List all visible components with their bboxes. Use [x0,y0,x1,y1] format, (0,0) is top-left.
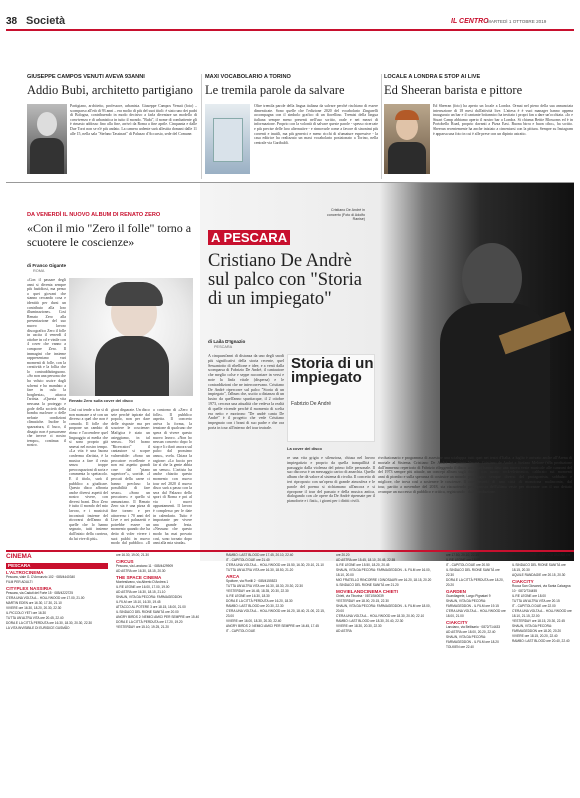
showtime-entry: TUTTA UN'ALTRA VITA ore 20.45, 22.40 [6,616,64,620]
article-col-1: «Con il passare degli anni si diventa sempre più fastidiosi, ma penso a quei giovani che stanno cercando cosa e identità per darsi un contributo alla loro illuminazione». Così Renato Zero alla presentazione del suo nuovo lavoro discografico Zero il folle in uscita il venerdì 4 ottobre in cd e vinile con 4 cover che vanno a comporre Zero. Il immagini che insieme rappresentano vari momenti di folle, con la creatività e la follia che lo contraddistinguono. «So non una persona che ha voluto uscire dagli schemi e ho mandato a fare in culo la borghesia», attacca l'artista. «Questa vita nessuna la proteggo e gode della società della bomba nucleare o delle nefaste condizioni climatiche. Inoltre lo spazzatura, il buco, il disagio non è passarsene che invece ci nostro tempo», continua il nostro. [27,278,66,448]
dateline: ROMA [33,269,45,273]
headline: «Con il mio "Zero il folle" torno a scuotere le coscienze» [27,221,192,249]
venue-name: CIAKCITY [446,620,468,625]
headline: Ed Sheeran barista e pittore [384,83,523,97]
showtime-entry: ore 20.20 [336,553,350,557]
venue-name: L'ALTROCINEMA [6,570,44,575]
showtime-entry: IL RE LEONE ore 16.00, 17.00, 19.00 [116,585,170,589]
venue-name: ARCA [226,574,240,579]
venue-name: THE SPACE CINEMA [116,575,162,580]
showtime-entry: ANGRY BIRDS 2: NEMICI AMICI PER SEMPRE ore 15.40 [116,615,200,619]
showtime-entry: C'ERA UNA VOLTA A... HOLLYWOOD ore 18.30, 20.00, 22.10 [336,614,425,618]
showtime-entry: VIVERE ore 18.30, 20.30, 22.30 [336,624,382,628]
showtime-entry: IL PICCOLO YETI ore 16.30 [6,611,47,615]
showtime-entry: DORA E LA CITTÀ PERDUTA ore 18.20, 20.20 [446,578,504,587]
showtime-entry: AD ASTRA ore 15.45, 18.10, 20.45, 22.55 [336,558,396,562]
showtime-entry: C'ERA UNA VOLTA A... HOLLYWOOD ore 16.20, 18.40, 21.00, 22.15, 23.00 [226,609,325,618]
page-number: 38 [6,16,18,27]
showtime-entry: MIO FRATELLO RINCORRE I DINOSAURI ore 16.20, 18.15, 20.20 [336,578,432,582]
showtime-entry: SHAUN, VITA DA PECORA: FARMAGEDDON - IL FILM ore 16.00, 18.10, 20.00 [336,568,431,577]
showtime-entry: IL RE LEONE ore 15.50, 18.20, 20.45 [336,563,390,567]
venue-address: Chieti, via Tiburina · 0871/540039 [336,594,384,598]
article-col-2: Così cui tende a far sì di non mancare a sé con un diverso a quel che non è comodo. Il folle che propone un cambio di ritmo e l'accendere quel linguaggio ai media che si sono proprio già smessi nel nostro tempo. «La vita è una buona conferma d'artista, è la musica a fare il resto senza troppe preoccupazioni di sorta e commenta lo spettacolo. E il titolo, sarà il pubblico a giudicare. Questo disco affronta anche diversi aspetti del nostro vivere, con diversi brani. Dico Zero è tutto il mondo del mio lavoro, e i musicisti incontrati insieme del ritrovarsi dell'anno di quelle che lo hanno segnato, tutti insieme dall'inizio della carriera, da lui vive di più». [69,408,108,541]
listings-col-4 [336,553,438,798]
showtime-entry: C'ERA UNA VOLTA A... HOLLYWOOD ore 18.10, 21.15, 22.00 [512,609,572,618]
article-col-4: tutti quei nei teatri d'Italia, a luglio è arrivato anche all'Arena di Verona. Cristiano de Andrè e Stefano Melone (alla produzione artistica) hanno dato una nuova veste musicale alle canzoni del disco, con suono rock-elettronico, calibrato sui momenti psicologici sempre diversi del protagonista, sobbalzo e cambiamenti di una città di monotona malinconia, dal protagonista dell'ultima veste per ritornare con il suo dettato dall'introduzione. [468,456,572,494]
showtime-entry: ATTACCO AL POTERE 3 ore 18.15, 18.00, 21.00 [116,605,186,609]
venue-name: CITYPLEX NASSIRIA [6,586,52,591]
album-cover [287,354,375,442]
venue-address: Spoltore, via Fiorilli 2 · 085/4155523 [226,579,278,583]
showtime-entry: FILM PER ADULTI [6,580,33,584]
showtime-entry: DORA E LA CITTÀ PERDUTA ore 16.20, 18.30 [226,599,293,603]
kicker: LOCALE A LONDRA E STOP AI LIVE [384,74,481,80]
showtime-entry: IL FILM ore 15.10, 16.30, 19.45 [116,600,161,604]
article-col-2: re una vita grigia e silenziosa, chiusa nel lavoro impiegatizio e proprio da quella tranquillità il passaggio dalla violenza del primo folle personale. Il suo discorso è un messaggio carico di anarchia. Quello album che dà valore al sistema di rivolta. Il concetto di ieri riproposto con un'opera di grande atmosfera e le parole del poema si richiamano all'ancora e si ripropone il tour del passato e della musica antica, dialogando con «le opere da De Andrè ripensate per il pianoforte e i fiati», i giorni per i diritti civili. [287,456,375,504]
showtime-entry: YESTERDAY ore 16.45, 18.35, 20.30, 22.30 [226,589,289,593]
section-title: Società [26,15,66,27]
showtime-entry: YESTERDAY ore 18.15, 20.30, 22.45 [512,619,565,623]
showtime-entry: IL SINDACO DEL RIONE SANITÀ ore 22.30 [446,568,500,577]
showtime-entry: RAMBO: LAST BLOOD ore 17.45, 20.10, 22.40 [226,553,294,557]
venue-address: Pescara, viale G. D'Annunzio 102 · 085/4440340 [6,575,76,579]
date: MARTEDÌ 1 OTTOBRE 2019 [487,19,547,24]
listings-rule [6,550,574,552]
ed-sheeran-photo [384,104,430,174]
showtime-entry: AD ASTRA ore 18.00, 20.20, 22.40 [446,630,496,634]
showtime-entry: DORA E LA CITTÀ PERDUTA ore 16.30, 18.30, 20.30, 22.30 [6,621,93,625]
book-photo [205,104,250,174]
showtime-entry: VIVERE ore 18.15, 20.20, 22.40 [512,634,558,638]
portrait-photo [27,104,67,174]
showtime-entry: ANTROPOCENE - L'EPOCA UMANA ore 22.10 [512,553,571,562]
cover-caption: La cover del disco [287,446,322,451]
venue-name: GARDEN [446,589,466,594]
showtime-entry: ore 16.30, 19.00, 21.30 [116,553,149,557]
venue-address: Pescara, via Lanciano 11 · 085/4429909 [116,564,174,568]
article-text: Ed Sheeran (foto) ha aperto un locale a Londra. Ormai nel pieno della sua annunciata interruzione di 18 mesi dall'attività live. L'attesa è è vuoi manager hanno appena inaugurato un bar e il cantante britannico ha invitato i propri fan a dare un'occhiata. «Io e Stuart Camp abbiamo aperto il nostro bar a Londra. Si chiama Bettie Blossoms ed è in Portobello Road, proprio davanti a Pizza East. Buona birra e buon cibo», ha scritto. Sheeran recentemente ha anche iniziato a cimentarsi con la pittura. Sempre su Instagram è apparsa una foto in cui è alle prese con un dipinto astratto. [433,104,573,136]
showtime-entry: VIVERE ore 16.00, 18.30, 20.30, 22.40 [226,619,282,623]
showtime-entry: TOLKIEN ore 22.40 [446,645,474,649]
venue-address: Pescara, via Caduti del Forte 15 · 085/4222725 [6,591,73,595]
photo-caption: Cristiano De Andrè in concerto (Foto di Adolfo Ranise) [327,208,365,222]
venue-name: CIRCUS [116,559,134,564]
showtime-entry: SHAUN, VITA DA PECORA: FARMAGEDDON - IL FILM ore 18.20 [446,635,499,644]
showtime-entry: RAMBO: LAST BLOOD ore 20.30, 22.30 [226,604,284,608]
showtime-entry: IT - CAPITOLO DUE [226,629,256,633]
cover-title: Storia di un impiegato [291,355,374,386]
showtime-entry: C'ERA UNA VOLTA A... HOLLYWOOD ore 17.00, 21.00 [6,596,85,600]
showtime-entry: IT - CAPITOLO DUE ore 22.00 [512,604,556,608]
renato-zero-photo [69,278,193,396]
listings-col-2 [116,553,218,798]
byline: di Laila D'Ignazio [208,339,246,344]
listings-col-5 [446,553,508,798]
cover-artist: Fabrizio De André [291,401,332,407]
showtime-entry: IL RE LEONE ore 18.00 [512,594,546,598]
showtime-entry: AQUILE RANDAGIE ore 20.15, 20.30 [512,573,566,577]
article-text: Partigiano, architetto, professore, urbanista. Giuseppe Campos Venuti (foto) – scomparso all'età di 93 anni – era molto di più del suoi titoli: è stato uno dei padri di Bologna, contribuendo in modo decisivo a farla diventare un modello di convivenza e di urbanistica in tutto il mondo. "Bubi", il nome di combattente gli è rimasto addosso fino alla fine, arrivò da Roma a fine aprile. Cinquanta e dalle Due Torri non se n'è più andato. La camera ardente sarà allestita domani dalle 11 alle 15, nella sala "Stefano Tassinari" di Palazzo d'Accursio, sede del Comune. [70,104,197,136]
showtime-entry: YESTERDAY ore 18.00, 20.15, 22.30 [336,599,389,603]
byline: di Franco Gigante [27,263,67,268]
showtime-entry: IL RE LEONE ore 18.00 [446,558,480,562]
region-header: PESCARA [6,563,108,569]
kicker: MAXI VOCABOLARIO A TORINO [205,74,291,80]
showtime-entry: MARTIN EDEN ore 16.30, 17.30, 21.10 [6,601,62,605]
listings-col-6 [512,553,574,798]
dateline: PESCARA [214,345,233,349]
showtime-entry: IL SINDACO DEL RIONE SANITÀ ore 20.00 [116,610,179,614]
article-col-4: a contorno di «Zero il folle». Il pubblico aspetta. Il concerto arriva la forma, la tensione di qualcuno che spera di vivere questo nuovo lavoro. «Non ho nessun concerto dopo lo stop e li rifarò ancora sul palco dal prossimo anno», svela. Chiara la ragione: «Lo faccio per far sì che la gente abbia un senso». L'artista ha anche chiarito questo momento con nuovo tour nel 2020 il nuovo disco sarà a passo con la sera dal Palazzo dello sport di Roma e poi al via i nuovi appuntamenti. Il lavoro è complesso per le date in calendario. Tutto è importante per vivere una grande festa. «Nessuno che questo modo ha mai provato così, sono tornato dopo anni alla mia strada». [153,408,192,546]
showtime-entry: C'ERA UNA VOLTA A... HOLLYWOOD ore 15.50, 16.30, 20.10, 21.10 [226,563,324,567]
showtime-entry: LA VITA INVISIBILE DI EURIDICE GUSMÃO [6,626,70,630]
showtime-entry: RAMBO: LAST BLOOD ore 18.30, 20.40, 22.30 [336,619,404,623]
showtime-entry: YESTERDAY ore 15.10, 19.25, 21.20 [116,625,169,629]
photo-caption: Renato Zero sulla cover del disco [69,398,133,403]
showtime-entry: RAMBO: LAST BLOOD ore 20.40, 22.40 [512,639,570,643]
showtime-entry: ANGRY BIRDS 2: NEMICI AMICI PER SEMPRE ore 16.45, 17.45 [226,624,319,628]
article-col-3: rivoluzionario e programma di assestare una scialuppa mortale al Sistema. Cristiano De Andrè ha attinto dall'immenso repertorio di Fabrizio rileggendo il disco del 1973 sempre più attuale, un concept album sugli anni di piombo e sulla speranza di costruire un mondo migliore, che trova così a sostenere le coscienze. Il tour, partito a novembre del 2018, sta riscuotendo ovunque un successo di pubblico e critica, registrando [378,456,466,494]
headline: Le tremila parole da salvare [205,83,345,97]
listings-title: CINEMA [6,553,32,560]
section-badge: A PESCARA [208,230,290,245]
venue-address: Rocca San Giovanni, via Santa Calcagna 10 · 0872/734455 [512,584,571,593]
showtime-entry: SHAUN, VITA DA PECORA: FARMAGEDDON - IL FILM ore 18.00, 20.00 [336,604,431,613]
showtime-entry: DORA E LA CITTÀ PERDUTA ore 17.20, 19.20 [116,620,183,624]
divider [381,74,382,179]
venue-address: Lanciano, via Bellisario · 0872/714433 [446,625,501,629]
listings-col-1 [6,562,108,798]
showtime-entry: ore 17.50, 20.10, 22.30 [446,553,479,557]
showtime-entry: IL SINDACO DEL RIONE SANITÀ ore 18.15, 20.30 [512,563,566,572]
showtime-entry: VIVERE ore 16.30, 18.20, 20.30, 22.30 [6,606,62,610]
showtime-entry: SHAUN, VITA DA PECORA: FARMAGEDDON ore 18.20, 20.20 [512,624,562,633]
showtime-entry: IL SINDACO DEL RIONE SANITÀ ore 21.20 [336,583,399,587]
showtime-entry: TUTTA UN'ALTRA VITA ore 20.15 [512,599,560,603]
venue-address: Montesilvano, via Alberto D'Andrea 1 [116,580,169,584]
headline: Addio Bubi, architetto partigiano [27,83,193,97]
showtime-entry: AD ASTRA [336,629,352,633]
showtime-entry: TUTTA UN'ALTRA VITA ore 16.30, 18.30, 20.30, 22.30 [226,584,303,588]
showtime-entry: AD ASTRA ore 16.30, 18.15, 20.30 [116,569,166,573]
masthead-logo: IL CENTRO [451,18,489,25]
kicker: DA VENERDÌ IL NUOVO ALBUM DI RENATO ZERO [27,212,161,218]
divider [201,74,202,179]
headline: Cristiano De Andrè sul palco con "Storia di un impiegato" [208,251,362,309]
article-col-1: A cinquant'anni di distanza da uno degli snodi più significativi della storia recente, quel Sessantotto di ribellione e idee, e a venti dalla scomparsa di Fabrizio De Andrè, il cantautore che meglio colse e seppe raccontare in versi e note la linfa vitale (dispersa) e le contraddizioni che ne intercorrevano. Cristiano De Andrè ripercorre sul palco "Storia di un impiegato", l'album che, uscito a distanza di un lustro da quell'anno spartiacque, il 2 ottobre 1973, cercava una attualità che vedeva la realtà di quelle vicende perché il momento di scelta era netto e morirono "De andrè canta De Andrè" è il progetto che vede Cristiano impegnato con i brani di suo padre e che ora porta in tour all'interno del tour teatrale. [208,354,284,430]
kicker: GIUSEPPE CAMPOS VENUTI AVEVA 93ANNI [27,74,145,80]
header-rule [6,29,574,31]
venue-address: Guardiagrele, Largo Pignatari 9 [446,594,491,598]
venue-name: CIAKCITY [512,579,534,584]
article-text: Oltre tremila parole della lingua italiana da salvare perché rischiano di essere dimenticate. Sono quelle che l'edizione 2020 del vocabolario Zingarelli accompagna con il simbolo grafico di un fiorellino. Tremisi della lingua italiana sempre meno presenti nell'uso scritto, orale e nei mezzi di informazione. Proprio con la volontà di salvare queste parole - spesso ricercate e più precise delle loro alternative - e rinnovarle come a favore di sinonimi più correnti e inutili, ma più generici e meno ricchi di sfumature espressive - la casa editrice ha realizzato un maxi vocabolario posizionato a Torino, nella centrale via Garibaldi. [254,104,378,145]
showtime-entry: TUTTA UN'ALTRA VITA ore 16.30, 18.50, 21.20 [226,568,294,572]
showtime-entry: IT - CAPITOLO DUE ore 20.50 [446,563,490,567]
venue-name: MOVIELANDCINEMA CHIETI [336,589,398,594]
article-col-3: gioni disparate. Un disco sete perché ispirate dal popolo, non per dare delle risposte ma per scuotere le coscienze: Mafigica è stato un asteggiamo, in tal senso». Nel brano "Ricercatori" il cantautore si scopre vulnerabile: «Sono un peccatore eccellente e non mi aspetto grandi cose dal "piano superiore"», sorride. «I peccati della carne ci hanno precluso la possibilità di fare sesso». «Sono un peccatore» e quello si annunciano. Il Renato Zero sta è una pizza di fine torneo e per attraverso i 70 anni del Live e nei palazzetti e potrebbe essere un momento quando che ha detto di voler vivere i suoi palchi in nuovo modo dal pubblico. «Il [111,408,150,546]
listings-col-3 [226,553,328,798]
showtime-entry: IT - CAPITOLO DUE ore 21.40 [226,558,270,562]
showtime-entry: SHAUN, VITA DA PECORA: FARMAGEDDON [116,595,182,599]
showtime-entry: AD ASTRA ore 16.30, 18.15, 21.10 [116,590,166,594]
showtime-entry: C'ERA UNA VOLTA A... HOLLYWOOD ore 18.00, 21.00 [446,609,506,618]
showtime-entry: SHAUN, VITA DA PECORA: FARMAGEDDON - IL FILM ore 19.15 [446,599,499,608]
showtime-entry: IL RE LEONE ore 16.30, 18.30 [226,594,270,598]
